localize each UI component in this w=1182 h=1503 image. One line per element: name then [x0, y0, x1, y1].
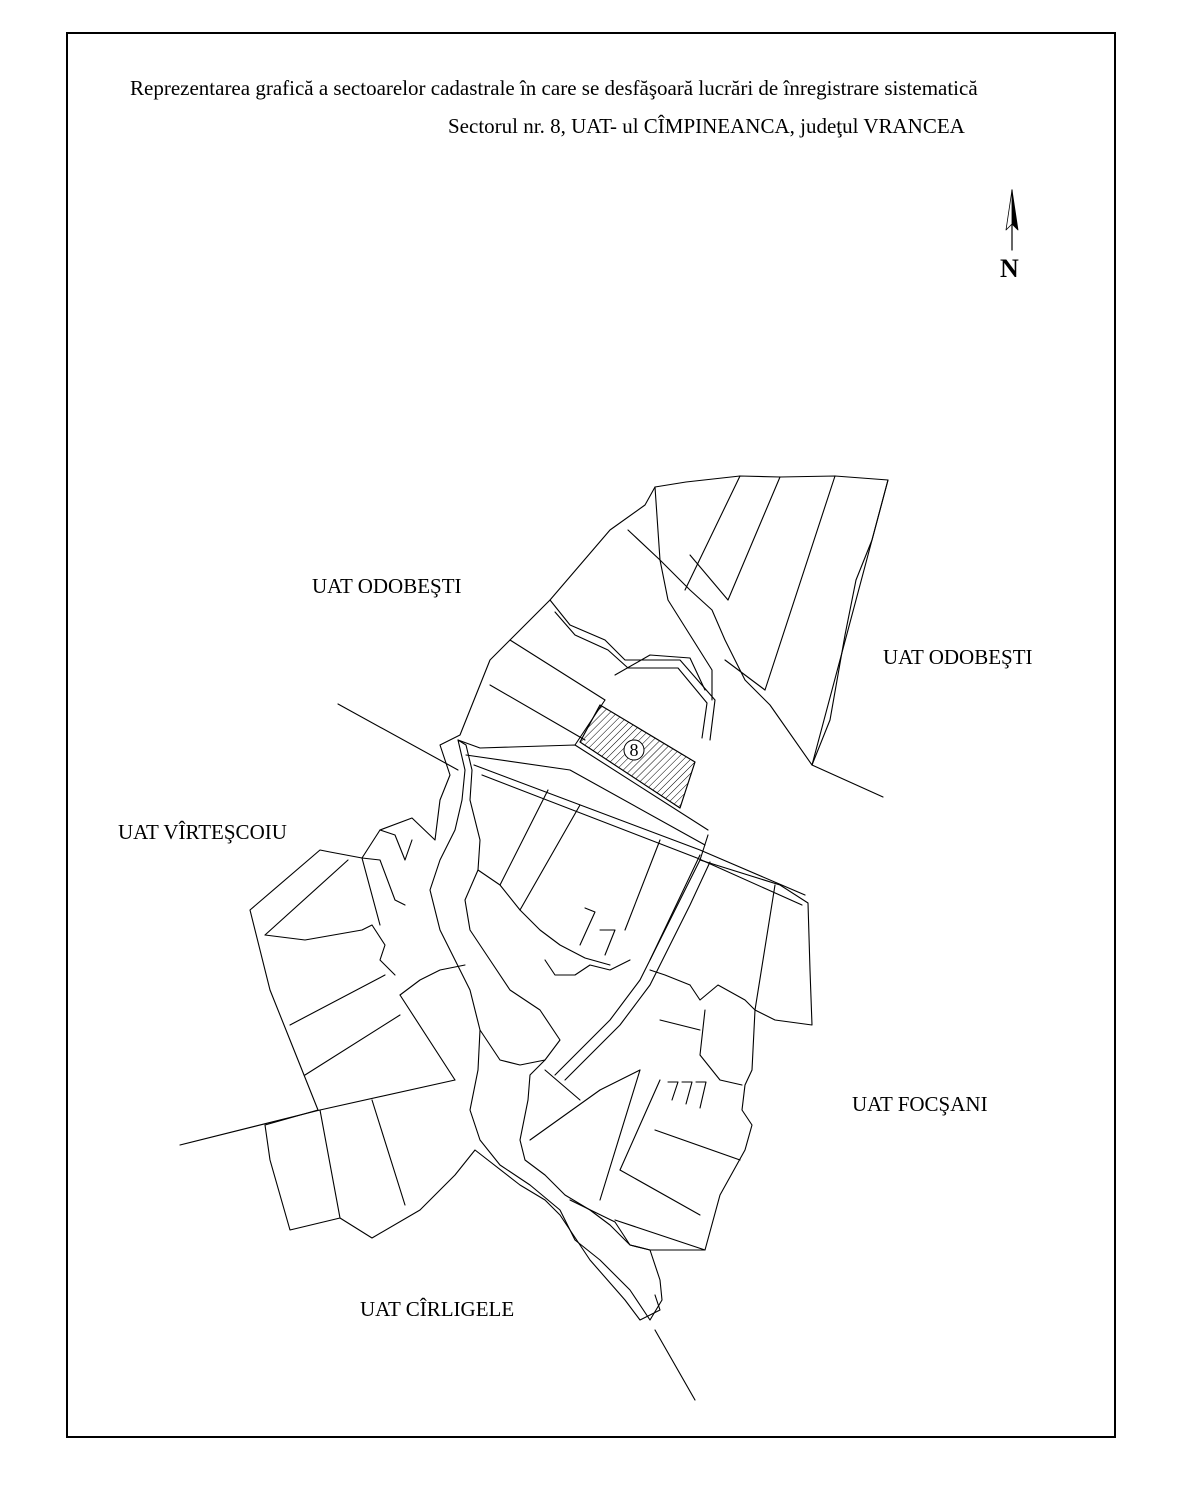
sector-8-label: 8	[629, 740, 639, 760]
west-boundary	[250, 487, 660, 1320]
label-uat-cirligele: UAT CÎRLIGELE	[360, 1297, 515, 1321]
parcels-north	[490, 476, 888, 765]
parcels-center	[500, 790, 775, 1010]
parcels-west	[265, 830, 465, 1218]
river	[430, 740, 662, 1320]
map-title: Reprezentarea grafică a sectoarelor cadastrale în care se desfăşoară lucrări de înregistrare sistematică	[130, 76, 978, 100]
label-uat-virtescoiu: UAT VÎRTEŞCOIU	[118, 820, 287, 844]
east-boundary	[570, 835, 812, 1250]
territory-boundary	[655, 476, 888, 765]
north-label: N	[1000, 254, 1019, 283]
roads	[458, 560, 805, 1080]
map-subtitle: Sectorul nr. 8, UAT- ul CÎMPINEANCA, judeţul VRANCEA	[448, 114, 965, 138]
label-uat-focsani: UAT FOCŞANI	[852, 1092, 988, 1116]
label-uat-odobesti-west: UAT ODOBEŞTI	[312, 574, 462, 598]
parcels-southeast	[530, 970, 755, 1250]
label-uat-odobesti-east: UAT ODOBEŞTI	[883, 645, 1033, 669]
north-arrow-icon	[1006, 190, 1018, 250]
external-lines	[180, 704, 883, 1400]
sector-8-parcel	[580, 705, 695, 808]
